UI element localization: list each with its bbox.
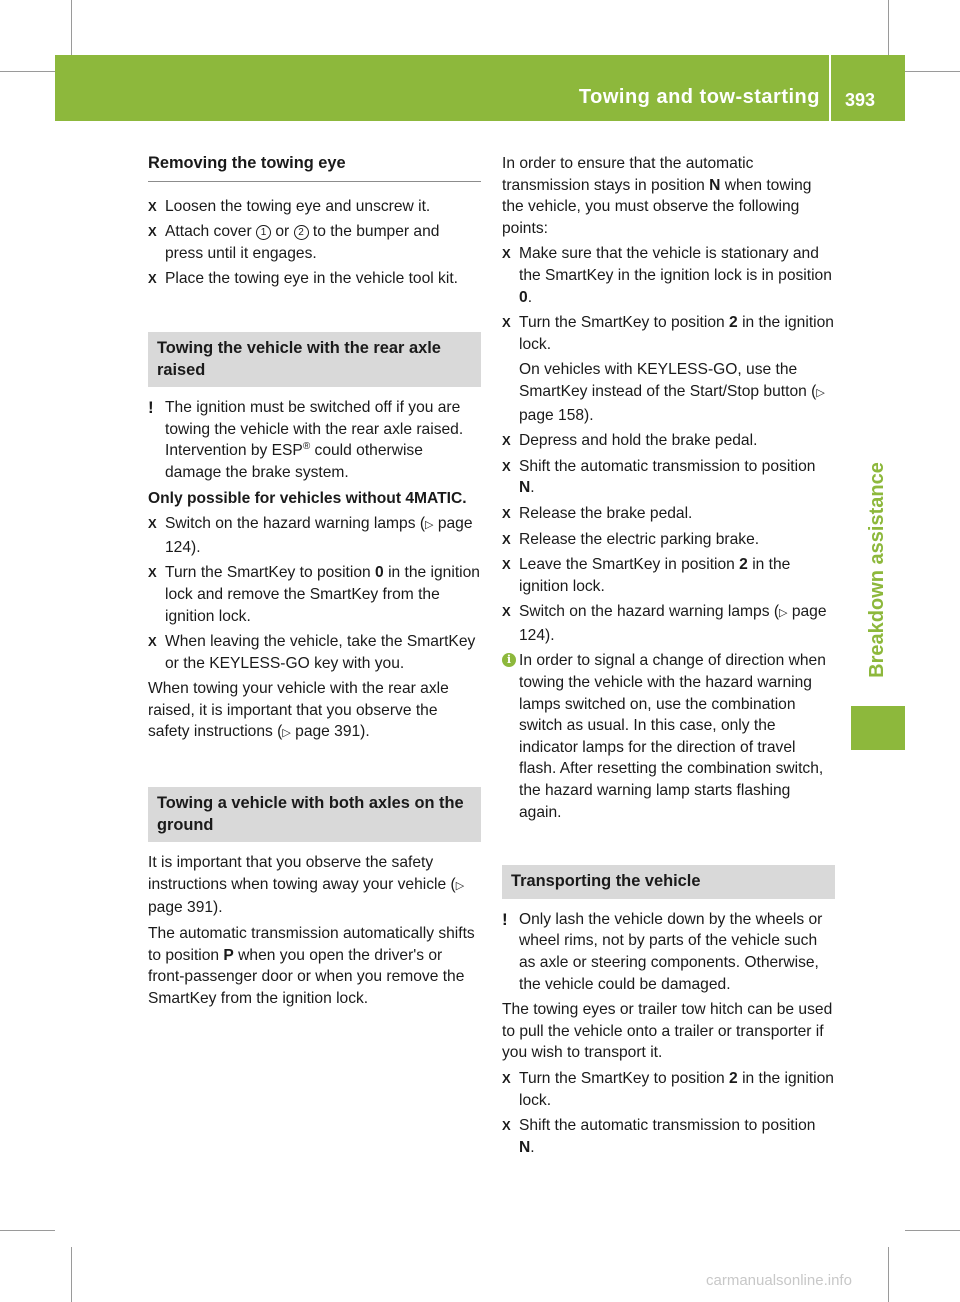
step-marker-icon: X: [502, 505, 511, 521]
paragraph: The towing eyes or trailer tow hitch can be used to pull the vehicle onto a trailer or transporter if you wish to transport it.: [502, 1001, 833, 1062]
page-ref-icon: ▷: [425, 519, 434, 532]
section-heading: Towing the vehicle with the rear axle raised: [148, 332, 481, 387]
paragraph: In order to ensure that the automatic transmission stays in position N when towing the vehicle, you must observe the following points:: [502, 155, 812, 237]
crop-mark: [888, 1247, 889, 1302]
step-marker-icon: X: [502, 557, 511, 573]
warning-icon: !: [502, 909, 508, 929]
note-text: Only possible for vehicles without 4MATIC.: [148, 489, 467, 507]
step-marker-icon: X: [148, 198, 157, 214]
crop-mark: [905, 71, 960, 72]
step-item: X Depress and hold the brake pedal.: [502, 430, 835, 452]
watermark: carmanualsonline.info: [706, 1272, 852, 1289]
step-marker-icon: X: [502, 433, 511, 449]
step-item: X Shift the automatic transmission to position N.: [502, 457, 816, 497]
left-column: [148, 153, 481, 1013]
step-item: X Turn the SmartKey to position 2 in the ignition lock.: [502, 1069, 834, 1109]
step-subnote: On vehicles with KEYLESS-GO, use the SmartKey instead of the Start/Stop button (▷ page 158).: [519, 361, 825, 424]
page-number: 393: [845, 90, 876, 110]
step-marker-icon: X: [148, 634, 157, 650]
step-marker-icon: X: [502, 531, 511, 547]
crop-mark: [0, 71, 55, 72]
step-item: X Turn the SmartKey to position 0 in the ignition lock and remove the SmartKey from the ignition lock.: [148, 564, 480, 625]
step-marker-icon: X: [148, 516, 157, 532]
header-separator: [829, 55, 831, 121]
step-marker-icon: X: [502, 246, 511, 262]
step-item: X Make sure that the vehicle is stationary and the SmartKey in the ignition lock is in position 0.: [502, 245, 832, 306]
step-item: X Shift the automatic transmission to position N.: [502, 1117, 816, 1156]
section-heading: Towing a vehicle with both axles on the ground: [148, 787, 481, 842]
step-marker-icon: X: [502, 315, 511, 331]
step-item: X Loosen the towing eye and unscrew it.: [148, 196, 481, 218]
step-marker-icon: X: [502, 458, 511, 474]
crop-mark: [905, 1230, 960, 1231]
step-marker-icon: X: [502, 604, 511, 620]
step-item: X When leaving the vehicle, take the SmartKey or the KEYLESS-GO key with you.: [148, 633, 476, 672]
crop-mark: [71, 0, 72, 55]
step-item: X Release the brake pedal.: [502, 503, 835, 525]
page-title: Towing and tow-starting: [578, 86, 820, 108]
step-marker-icon: X: [502, 1070, 511, 1086]
paragraph: The automatic transmission automatically shifts to position P when you open the driver's or front-passenger door or when you remove the SmartKey from the ignition lock.: [148, 925, 475, 1007]
callout-2-icon: 2: [294, 225, 309, 240]
crop-mark: [71, 1247, 72, 1302]
side-tab-label: Breakdown assistance: [866, 462, 889, 678]
step-item: X Turn the SmartKey to position 2 in the ignition lock. On vehicles with KEYLESS-GO, use the SmartKey instead of the Start/Stop button (▷ page 158).: [502, 312, 835, 426]
side-tab-marker: [851, 706, 905, 750]
step-item: X Attach cover 1 or 2 to the bumper and press until it engages.: [148, 223, 440, 262]
section-heading: Removing the towing eye: [148, 153, 481, 182]
section-heading: Transporting the vehicle: [502, 865, 835, 899]
paragraph: When towing your vehicle with the rear axle raised, it is important that you observe the safety instructions (▷ page 391).: [148, 680, 449, 741]
step-item: X Place the towing eye in the vehicle tool kit.: [148, 268, 481, 290]
step-item: X Switch on the hazard warning lamps (▷ page 124).: [148, 515, 473, 556]
callout-1-icon: 1: [256, 225, 271, 240]
step-marker-icon: X: [148, 271, 157, 287]
step-item: X Leave the SmartKey in position 2 in the ignition lock.: [502, 556, 791, 595]
warning-note: ! The ignition must be switched off if you are towing the vehicle with the rear axle raised. Intervention by ESP® could otherwise damage the brake system.: [148, 398, 464, 481]
step-item: X Release the electric parking brake.: [502, 529, 835, 551]
right-column: [502, 153, 835, 1162]
warning-icon: !: [148, 398, 154, 418]
step-marker-icon: X: [148, 565, 157, 581]
step-marker-icon: X: [148, 224, 157, 240]
info-note: i In order to signal a change of direction when towing the vehicle with the hazard warning lamps switched on, use the combination switch as usual. In this case, only the indicator lamps for the direction of travel flash. After resetting the combination switch, the hazard warning lamp starts flashing again.: [502, 650, 835, 823]
crop-mark: [888, 0, 889, 55]
page-ref-icon: ▷: [455, 879, 465, 892]
page-ref-icon: ▷: [816, 386, 825, 399]
step-item: X Switch on the hazard warning lamps (▷ page 124).: [502, 603, 827, 644]
crop-mark: [0, 1230, 55, 1231]
paragraph: It is important that you observe the safety instructions when towing away your vehicle (▷ page 391).: [148, 854, 465, 917]
page-ref-icon: ▷: [779, 607, 788, 620]
step-marker-icon: X: [502, 1118, 511, 1134]
page-ref-icon: ▷: [282, 727, 291, 740]
warning-note: ! Only lash the vehicle down by the wheels or wheel rims, not by parts of the vehicle such as axle or steering components. Otherwise, the vehicle could be damaged.: [502, 909, 823, 993]
info-icon: i: [502, 653, 516, 667]
